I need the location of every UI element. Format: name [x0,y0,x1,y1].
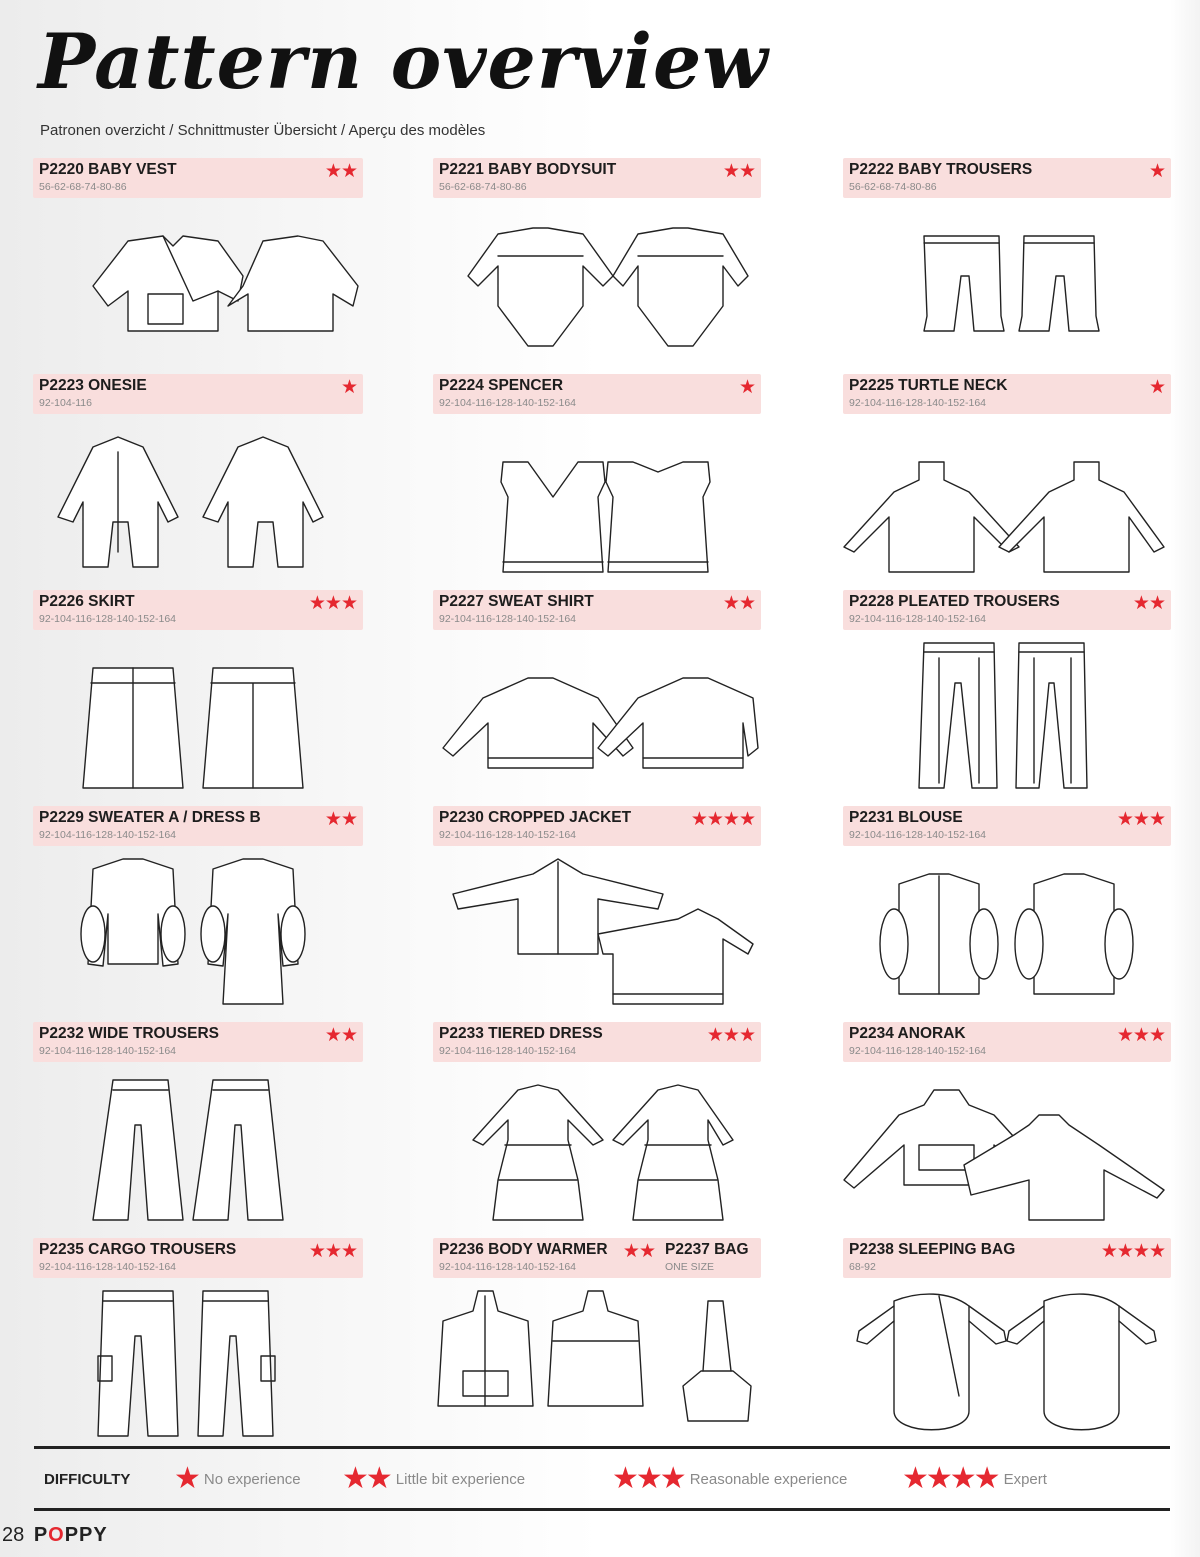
star-icon: ★ [174,1462,198,1495]
pattern-header [33,1238,363,1278]
pattern-sizes: 92-104-116-128-140-152-164 [439,1261,576,1273]
pattern-header [433,374,761,414]
pattern-code: P2232 WIDE TROUSERS [39,1025,220,1042]
pattern-sizes: 92-104-116-128-140-152-164 [849,1045,986,1057]
pattern-code: P2222 BABY TROUSERS [849,161,1033,178]
pattern-header [843,374,1171,414]
pattern-sizes: 92-104-116-128-140-152-164 [39,1261,176,1273]
page-footer [2,1524,108,1547]
pattern-header [33,158,363,198]
pattern-sizes-bag: ONE SIZE [665,1261,715,1273]
pattern-header [843,806,1171,846]
page-subtitle: Patronen overzicht / Schnittmuster Übersicht / Aperçu des modèles [40,122,486,139]
difficulty-stars: ★ [738,377,755,398]
pattern-sizes: 56-62-68-74-80-86 [439,181,527,193]
pattern-sizes: 92-104-116-128-140-152-164 [39,613,176,625]
pattern-code: P2227 SWEAT SHIRT [439,593,594,610]
pattern-code: P2233 TIERED DRESS [439,1025,603,1042]
pattern-header [433,158,761,198]
legend-reasonable-experience [612,1464,847,1494]
skirt-icon [33,638,433,798]
baby-vest-icon [33,206,433,366]
pattern-sizes: 92-104-116-128-140-152-164 [439,1045,576,1057]
pattern-header [433,1022,761,1062]
difficulty-stars: ★★ [1132,593,1165,614]
difficulty-stars: ★★ [324,809,357,830]
difficulty-stars: ★★ [622,1241,655,1262]
star-icon: ★★ [342,1462,390,1495]
pattern-card-p2220[interactable] [33,158,433,374]
pattern-code-bag: P2237 BAG [665,1241,749,1258]
legend-text: Reasonable experience [689,1470,848,1488]
pattern-card-p2230[interactable] [433,806,839,1022]
pattern-card-p2238[interactable] [839,1238,1173,1454]
pattern-card-p2235[interactable] [33,1238,433,1454]
cropped-jacket-icon [433,854,839,1014]
divider-top [34,1446,1170,1449]
pattern-sizes: 92-104-116-128-140-152-164 [39,1045,176,1057]
pattern-header [433,1238,761,1278]
pattern-card-p2229[interactable] [33,806,433,1022]
pattern-card-p2221[interactable] [433,158,839,374]
pattern-code: P2230 CROPPED JACKET [439,809,632,826]
pattern-sizes: 92-104-116-128-140-152-164 [849,829,986,841]
pattern-code: P2236 BODY WARMER [439,1241,608,1258]
pattern-card-p2225[interactable] [839,374,1173,590]
sleeping-bag-icon [839,1286,1173,1446]
sweat-shirt-icon [433,638,839,798]
legend-text: No experience [203,1470,301,1488]
pattern-card-p2232[interactable] [33,1022,433,1238]
pattern-card-p2223[interactable] [33,374,433,590]
pattern-sizes: 92-104-116-128-140-152-164 [39,829,176,841]
tiered-dress-icon [433,1070,839,1230]
divider-bottom [34,1508,1170,1511]
pattern-header [33,374,363,414]
difficulty-stars: ★★★★ [690,809,755,830]
difficulty-stars: ★★★ [1116,1025,1165,1046]
turtle-neck-icon [839,422,1173,582]
pattern-sizes: 92-104-116-128-140-152-164 [439,613,576,625]
sweater-dress-icon [33,854,433,1014]
pattern-code: P2226 SKIRT [39,593,135,610]
difficulty-legend [34,1452,1170,1508]
baby-bodysuit-icon [433,206,839,366]
spencer-icon [433,422,839,582]
pattern-card-p2234[interactable] [839,1022,1173,1238]
cargo-trousers-icon [33,1286,433,1446]
difficulty-stars: ★★ [324,1025,357,1046]
pattern-code: P2225 TURTLE NECK [849,377,1008,394]
difficulty-stars: ★★★★ [1100,1241,1165,1262]
pattern-card-p2224[interactable] [433,374,839,590]
pattern-code: P2221 BABY BODYSUIT [439,161,617,178]
difficulty-stars: ★★★ [706,1025,755,1046]
pattern-sizes: 68-92 [849,1261,876,1273]
pleated-trousers-icon [839,638,1173,798]
pattern-card-p2228[interactable] [839,590,1173,806]
difficulty-stars: ★ [340,377,357,398]
pattern-card-p2233[interactable] [433,1022,839,1238]
anorak-icon [839,1070,1173,1230]
pattern-sizes: 56-62-68-74-80-86 [39,181,127,193]
star-icon: ★★★ [612,1462,684,1495]
pattern-header [843,158,1171,198]
pattern-header [843,1022,1171,1062]
pattern-card-p2236-p2237[interactable] [433,1238,839,1454]
legend-little-bit-experience [342,1464,525,1494]
pattern-code: P2223 ONESIE [39,377,147,394]
wide-trousers-icon [33,1070,433,1230]
pattern-sizes: 92-104-116-128-140-152-164 [439,829,576,841]
difficulty-stars: ★ [1148,161,1165,182]
difficulty-stars: ★ [1148,377,1165,398]
difficulty-stars: ★★ [324,161,357,182]
difficulty-label: DIFFICULTY [44,1471,131,1488]
legend-text: Little bit experience [395,1470,526,1488]
pattern-sizes: 92-104-116-128-140-152-164 [849,613,986,625]
page-title: Pattern overview [38,17,769,106]
pattern-code: P2228 PLEATED TROUSERS [849,593,1060,610]
brand-logo: POPPY [33,1524,108,1546]
difficulty-stars: ★★ [722,161,755,182]
baby-trousers-icon [839,206,1173,366]
pattern-sizes: 56-62-68-74-80-86 [849,181,937,193]
pattern-sizes: 92-104-116-128-140-152-164 [849,397,986,409]
pattern-header [433,806,761,846]
difficulty-stars: ★★★ [1116,809,1165,830]
pattern-header [843,1238,1171,1278]
difficulty-stars: ★★ [722,593,755,614]
star-icon: ★★★★ [902,1462,998,1495]
pattern-grid [33,158,1173,1454]
pattern-card-p2226[interactable] [33,590,433,806]
pattern-card-p2227[interactable] [433,590,839,806]
difficulty-stars: ★★★ [308,593,357,614]
pattern-code: P2231 BLOUSE [849,809,963,826]
pattern-code: P2220 BABY VEST [39,161,177,178]
pattern-sizes: 92-104-116-128-140-152-164 [439,397,576,409]
difficulty-stars: ★★★ [308,1241,357,1262]
pattern-card-p2231[interactable] [839,806,1173,1022]
page-number: 28 [2,1524,25,1546]
pattern-sizes: 92-104-116 [39,397,92,409]
legend-text: Expert [1003,1470,1047,1488]
pattern-header [843,590,1171,630]
pattern-header [33,806,363,846]
pattern-header [33,1022,363,1062]
legend-expert [902,1464,1047,1494]
pattern-code: P2234 ANORAK [849,1025,966,1042]
pattern-card-p2222[interactable] [839,158,1173,374]
body-warmer-and-bag-icon [433,1286,839,1446]
pattern-code: P2224 SPENCER [439,377,564,394]
pattern-code: P2235 CARGO TROUSERS [39,1241,237,1258]
pattern-header [33,590,363,630]
onesie-icon [33,422,433,582]
legend-no-experience [174,1464,301,1494]
blouse-icon [839,854,1173,1014]
pattern-code: P2238 SLEEPING BAG [849,1241,1016,1258]
pattern-code: P2229 SWEATER A / DRESS B [39,809,261,826]
pattern-header [433,590,761,630]
